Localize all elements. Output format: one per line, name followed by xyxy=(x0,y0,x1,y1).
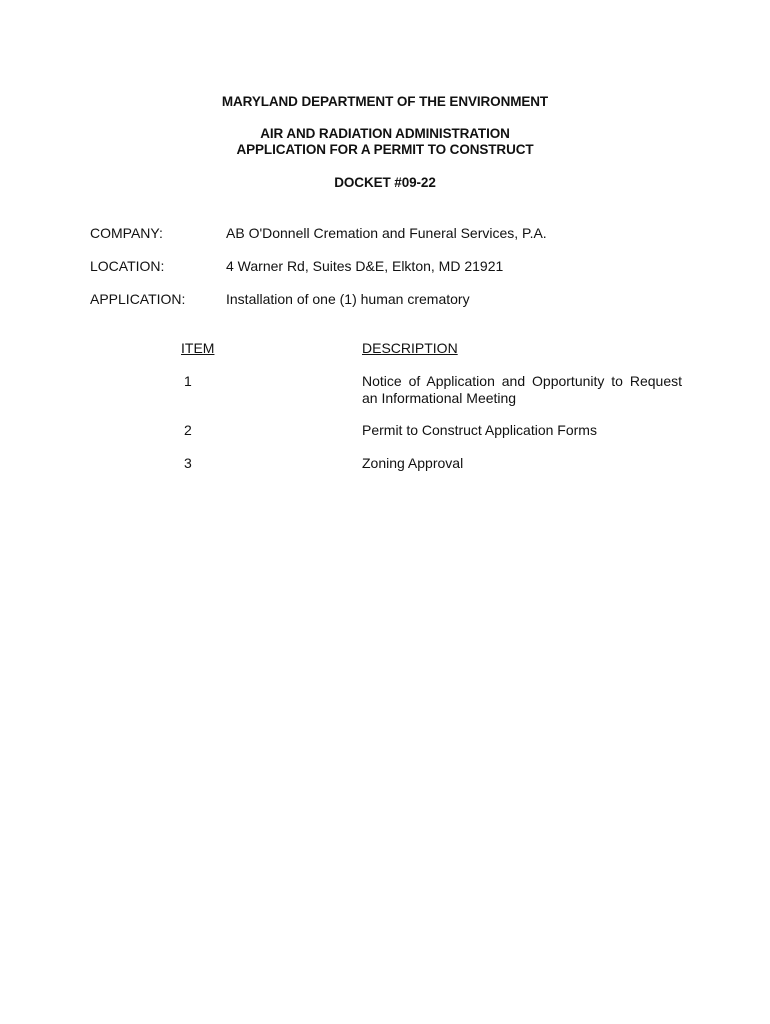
item-description: Zoning Approval xyxy=(362,455,464,471)
department-heading: MARYLAND DEPARTMENT OF THE ENVIRONMENT xyxy=(221,94,549,109)
company-label: COMPANY: xyxy=(90,225,163,241)
item-description: Notice of Application and Opportunity to Request an Informational Meeting xyxy=(362,373,682,406)
item-number: 2 xyxy=(184,422,192,438)
description-column-header: DESCRIPTION xyxy=(362,340,458,356)
application-label: APPLICATION: xyxy=(90,291,186,307)
administration-heading: AIR AND RADIATION ADMINISTRATION xyxy=(260,126,510,141)
location-label: LOCATION: xyxy=(90,258,165,274)
company-value: AB O'Donnell Cremation and Funeral Services, P.A. xyxy=(226,225,547,241)
docket-number: DOCKET #09-22 xyxy=(334,175,436,190)
item-column-header: ITEM xyxy=(181,340,215,356)
application-value: Installation of one (1) human crematory xyxy=(226,291,470,307)
item-description: Permit to Construct Application Forms xyxy=(362,422,597,438)
location-value: 4 Warner Rd, Suites D&E, Elkton, MD 21921 xyxy=(226,258,504,274)
item-number: 3 xyxy=(184,455,192,471)
application-title: APPLICATION FOR A PERMIT TO CONSTRUCT xyxy=(236,142,534,157)
item-number: 1 xyxy=(184,373,192,389)
